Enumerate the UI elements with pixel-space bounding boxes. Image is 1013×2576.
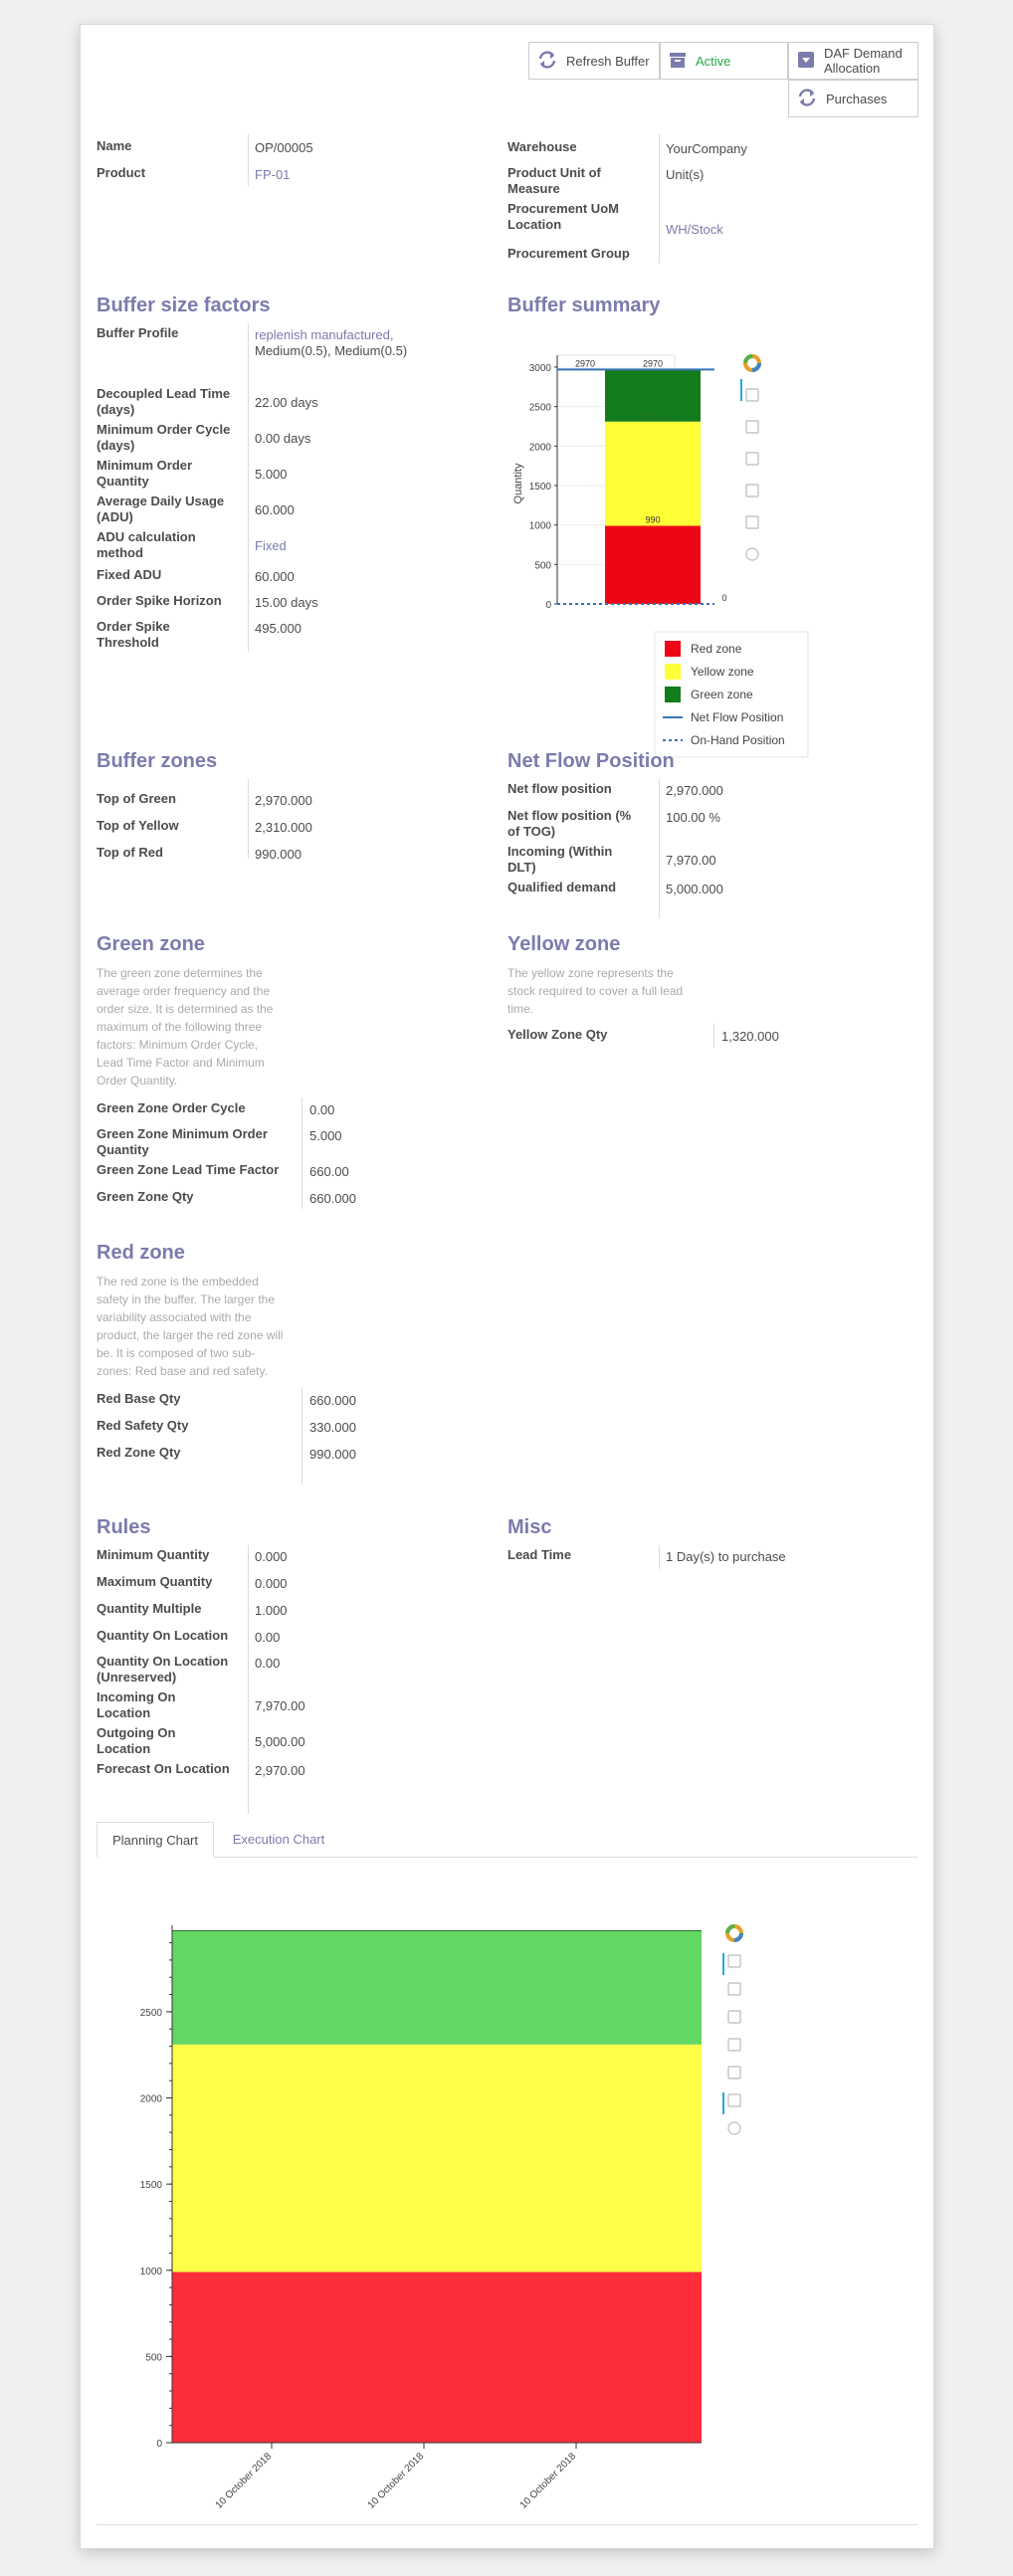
- green-zone-row-1-label: Green Zone Minimum Order Quantity: [97, 1126, 268, 1157]
- location-label: [507, 201, 619, 233]
- green-zone-row-2-value: 660.00: [309, 1164, 349, 1179]
- bsf-row-3-label: Average Daily Usage (ADU): [97, 494, 225, 524]
- field-separator: [248, 1545, 249, 1814]
- description-line: average order frequency and the: [97, 984, 271, 998]
- bokeh-logo-icon: [727, 1926, 741, 1940]
- warehouse-label: Warehouse: [507, 139, 577, 154]
- rules-title: Rules: [97, 1516, 151, 1538]
- location-link[interactable]: WH/Stock: [666, 222, 723, 237]
- legend-swatch: [665, 641, 681, 657]
- y-tick-label: 1500: [139, 2180, 162, 2192]
- product-label: Product: [97, 165, 146, 180]
- green-zone-row-2-label: Green Zone Lead Time Factor: [97, 1162, 280, 1177]
- legend-label: Yellow zone: [691, 665, 754, 679]
- bsf-row-2-label: Minimum Order Quantity: [97, 458, 193, 489]
- red-zone-row-1-value: 330.000: [309, 1420, 356, 1435]
- rules-row-1-label: Maximum Quantity: [97, 1574, 213, 1589]
- description-line: zones: Red base and red safety.: [97, 1364, 268, 1378]
- field-separator: [659, 134, 660, 264]
- save-icon: [746, 485, 758, 496]
- description-line: maximum of the following three: [97, 1020, 263, 1034]
- rules-row-2-value: 1.000: [255, 1603, 288, 1618]
- buffer-summary-title: Buffer summary: [507, 295, 661, 316]
- active-label: Active: [696, 53, 731, 69]
- green-zone-title: Green zone: [97, 933, 205, 955]
- description-line: stock required to cover a full lead: [507, 984, 684, 998]
- buffer-zone-row-1-label: Top of Yellow: [97, 818, 179, 833]
- field-separator: [713, 1024, 714, 1048]
- dropdown-box-icon: [797, 51, 815, 72]
- description-line: The red zone is the embedded: [97, 1275, 259, 1288]
- location-label-1: Procurement UoM: [507, 201, 619, 216]
- yellow-zone-qty-value: 1,320.000: [721, 1029, 779, 1044]
- form-sheet: [80, 24, 934, 2549]
- yellow-zone-bar: [605, 422, 701, 526]
- buffer-zone-row-0-value: 2,970.000: [255, 793, 312, 808]
- red-zone-bar: [605, 525, 701, 604]
- rules-row-4-value: 0.00: [255, 1656, 281, 1671]
- buffer-zone-row-2-label: Top of Red: [97, 845, 163, 860]
- net-flow-row-0-label: Net flow position: [507, 781, 612, 796]
- red-zone-title: Red zone: [97, 1242, 185, 1264]
- planning-chart: [97, 1895, 793, 2532]
- buffer-profile-value: [255, 327, 407, 359]
- yellow-zone-area: [172, 2045, 702, 2273]
- y-tick-label: 2500: [528, 402, 551, 414]
- lead-time-label: Lead Time: [507, 1547, 572, 1562]
- buffer-profile-label: Buffer Profile: [97, 325, 179, 340]
- active-tool-indicator: [722, 1953, 724, 1975]
- field-separator: [248, 779, 249, 859]
- rules-row-2-label: Quantity Multiple: [97, 1601, 202, 1616]
- bsf-row-1-value: 0.00 days: [255, 431, 311, 446]
- green-zone-row-3-label: Green Zone Qty: [97, 1189, 194, 1204]
- net-flow-row-1-label: Net flow position (% of TOG): [507, 808, 632, 839]
- zoom-icon: [746, 421, 758, 433]
- bsf-row-2-value: 5.000: [255, 467, 288, 482]
- description-line: time.: [507, 1002, 534, 1016]
- net-flow-row-2-value: 7,970.00: [666, 853, 716, 868]
- rules-row-0-label: Minimum Quantity: [97, 1547, 210, 1562]
- y-tick-label: 0: [545, 600, 551, 611]
- bottom-divider: [97, 2524, 917, 2525]
- name-value: OP/00005: [255, 140, 313, 155]
- red-zone-row-2-label: Red Zone Qty: [97, 1445, 181, 1460]
- pan-icon: [728, 1955, 740, 1967]
- bsf-row-3-value: 60.000: [255, 502, 295, 517]
- wheel-zoom-icon: [728, 2011, 740, 2023]
- active-toggle-button[interactable]: [660, 42, 788, 80]
- net-flow-row-0-value: 2,970.000: [666, 783, 723, 798]
- y-tick-label: 3000: [528, 362, 551, 374]
- rules-row-5-label: Incoming On Location: [97, 1689, 176, 1720]
- rules-row-7-label: Forecast On Location: [97, 1761, 230, 1776]
- legend-label: Net Flow Position: [691, 710, 784, 724]
- description-line: safety in the buffer. The larger the: [97, 1292, 276, 1306]
- bsf-row-1-label: Minimum Order Cycle (days): [97, 422, 231, 453]
- rules-row-6-value: 5,000.00: [255, 1734, 305, 1749]
- wheel-zoom-icon: [746, 453, 758, 465]
- green-zone-description: [97, 964, 273, 1090]
- legend-label: Green zone: [691, 688, 753, 701]
- daf-label: [824, 46, 903, 76]
- refresh-icon: [797, 89, 817, 109]
- buffer-zone-row-2-value: 990.000: [255, 847, 302, 862]
- uom-label-2: Measure: [507, 181, 560, 196]
- y-tick-label: 0: [156, 2439, 162, 2450]
- field-separator: [302, 1388, 303, 1484]
- buffer-profile-detail: Medium(0.5), Medium(0.5): [255, 343, 408, 358]
- nfp-left-label: 2970: [574, 358, 596, 369]
- uom-label-1: Product Unit of: [507, 165, 601, 180]
- y-tick-label: 2000: [139, 2093, 162, 2105]
- hover-icon: [728, 2094, 740, 2106]
- bsf-row-4-label: ADU calculation method: [97, 529, 196, 560]
- green-zone-row-0-label: Green Zone Order Cycle: [97, 1100, 246, 1115]
- description-line: be. It is composed of two sub-: [97, 1346, 256, 1360]
- active-tool-indicator: [740, 379, 742, 401]
- description-line: order size. It is determined as the: [97, 1002, 274, 1016]
- description-line: factors: Minimum Order Cycle,: [97, 1038, 259, 1052]
- help-icon: [728, 2122, 740, 2134]
- pan-icon: [746, 389, 758, 401]
- zoom-icon: [728, 1983, 740, 1995]
- legend-label: Red zone: [691, 642, 742, 656]
- rules-row-1-value: 0.000: [255, 1576, 288, 1591]
- location-label-2: Location: [507, 217, 562, 232]
- buffer-summary-chart: [507, 323, 785, 761]
- procurement-group-label: Procurement Group: [507, 246, 630, 261]
- field-separator: [659, 779, 660, 918]
- x-tick-label: 10 October 2018: [365, 2451, 427, 2511]
- active-tool-indicator: [722, 2092, 724, 2114]
- bsf-row-6-label: Order Spike Horizon: [97, 593, 222, 608]
- y-axis-label: Quantity: [512, 463, 524, 504]
- description-line: The green zone determines the: [97, 966, 263, 980]
- bsf-row-4-value[interactable]: Fixed: [255, 538, 287, 553]
- description-line: variability associated with the: [97, 1310, 252, 1324]
- reset-icon: [746, 516, 758, 528]
- description-line: The yellow zone represents the: [507, 966, 674, 980]
- description-line: product, the larger the red zone will: [97, 1328, 284, 1342]
- bokeh-logo-icon: [745, 356, 759, 370]
- buffer-zone-row-1-value: 2,310.000: [255, 820, 312, 835]
- refresh-buffer-label: Refresh Buffer: [566, 53, 650, 69]
- bsf-row-0-value: 22.00 days: [255, 395, 318, 410]
- daf-label-line2: Allocation: [824, 61, 881, 76]
- red-top-label: 990: [645, 514, 661, 525]
- rules-row-7-value: 2,970.00: [255, 1763, 305, 1778]
- green-zone-row-1-value: 5.000: [309, 1128, 342, 1143]
- description-line: Order Quantity.: [97, 1074, 178, 1088]
- y-tick-label: 500: [145, 2352, 162, 2364]
- uom-value: Unit(s): [666, 167, 705, 182]
- rules-row-5-value: 7,970.00: [255, 1698, 305, 1713]
- y-tick-label: 1000: [139, 2266, 162, 2278]
- net-flow-row-3-value: 5,000.000: [666, 882, 723, 896]
- red-zone-description: [97, 1273, 283, 1380]
- red-zone-row-2-value: 990.000: [309, 1447, 356, 1462]
- reset-icon: [728, 2067, 740, 2079]
- bsf-row-6-value: 15.00 days: [255, 595, 318, 610]
- y-tick-label: 1000: [528, 520, 551, 532]
- archive-icon: [669, 51, 687, 72]
- save-icon: [728, 2039, 740, 2051]
- rules-row-0-value: 0.000: [255, 1549, 288, 1564]
- field-separator: [248, 323, 249, 652]
- red-zone-row-1-label: Red Safety Qty: [97, 1418, 189, 1433]
- red-zone-row-0-label: Red Base Qty: [97, 1391, 181, 1406]
- nfp-center-label: 2970: [642, 358, 664, 369]
- y-tick-label: 2500: [139, 2007, 162, 2019]
- rules-row-3-label: Quantity On Location: [97, 1628, 229, 1643]
- product-link[interactable]: FP-01: [255, 167, 291, 182]
- field-separator: [302, 1097, 303, 1209]
- warehouse-value: YourCompany: [666, 141, 747, 156]
- y-tick-label: 2000: [528, 442, 551, 454]
- misc-title: Misc: [507, 1516, 552, 1538]
- daf-demand-allocation-button[interactable]: [788, 42, 918, 80]
- legend-label: On-Hand Position: [691, 733, 785, 747]
- name-label: Name: [97, 138, 132, 153]
- help-icon: [746, 548, 758, 560]
- green-zone-row-3-value: 660.000: [309, 1191, 356, 1206]
- rules-row-6-label: Outgoing On Location: [97, 1725, 176, 1756]
- red-zone-row-0-value: 660.000: [309, 1393, 356, 1408]
- description-line: Lead Time Factor and Minimum: [97, 1056, 265, 1070]
- buffer-zones-title: Buffer zones: [97, 750, 218, 772]
- field-separator: [659, 1545, 660, 1569]
- yellow-zone-qty-label: Yellow Zone Qty: [507, 1027, 608, 1042]
- bsf-row-0-label: Decoupled Lead Time (days): [97, 386, 231, 417]
- x-tick-label: 10 October 2018: [517, 2451, 579, 2511]
- red-zone-area: [172, 2272, 702, 2443]
- bsf-row-5-value: 60.000: [255, 569, 295, 584]
- lead-time-value: 1 Day(s) to purchase: [666, 1549, 786, 1564]
- bsf-row-7-label: Order Spike Threshold: [97, 619, 170, 650]
- net-flow-row-3-label: Qualified demand: [507, 880, 617, 894]
- refresh-icon: [537, 51, 557, 72]
- uom-label: [507, 165, 601, 197]
- yellow-zone-description: [507, 964, 683, 1018]
- buffer-size-factors-title: Buffer size factors: [97, 295, 271, 316]
- purchases-button[interactable]: [788, 80, 918, 117]
- field-separator: [248, 134, 249, 186]
- legend-swatch: [665, 664, 681, 680]
- net-flow-row-1-value: 100.00 %: [666, 810, 720, 825]
- on-hand-label: 0: [721, 593, 727, 603]
- net-flow-title: Net Flow Position: [507, 750, 675, 772]
- y-tick-label: 500: [534, 560, 551, 572]
- buffer-profile-link[interactable]: replenish manufactured,: [255, 327, 394, 342]
- yellow-zone-title: Yellow zone: [507, 933, 621, 955]
- y-tick-label: 1500: [528, 481, 551, 493]
- refresh-buffer-button[interactable]: [528, 42, 660, 80]
- bsf-row-7-value: 495.000: [255, 621, 302, 636]
- rules-row-4-label: Quantity On Location (Unreserved): [97, 1654, 229, 1684]
- x-tick-label: 10 October 2018: [213, 2451, 275, 2511]
- bsf-row-5-label: Fixed ADU: [97, 567, 162, 582]
- legend-swatch: [665, 687, 681, 702]
- buffer-zone-row-0-label: Top of Green: [97, 791, 176, 806]
- net-flow-row-2-label: Incoming (Within DLT): [507, 844, 613, 875]
- tab-execution-chart[interactable]: Execution Chart: [232, 1832, 325, 1847]
- daf-label-line1: DAF Demand: [824, 46, 903, 61]
- green-zone-row-0-value: 0.00: [309, 1102, 335, 1117]
- green-zone-area: [172, 1930, 702, 2044]
- tab-planning-chart[interactable]: Planning Chart: [97, 1822, 214, 1858]
- purchases-label: Purchases: [826, 91, 888, 106]
- green-top-label: 2310: [642, 410, 664, 421]
- rules-row-3-value: 0.00: [255, 1630, 281, 1645]
